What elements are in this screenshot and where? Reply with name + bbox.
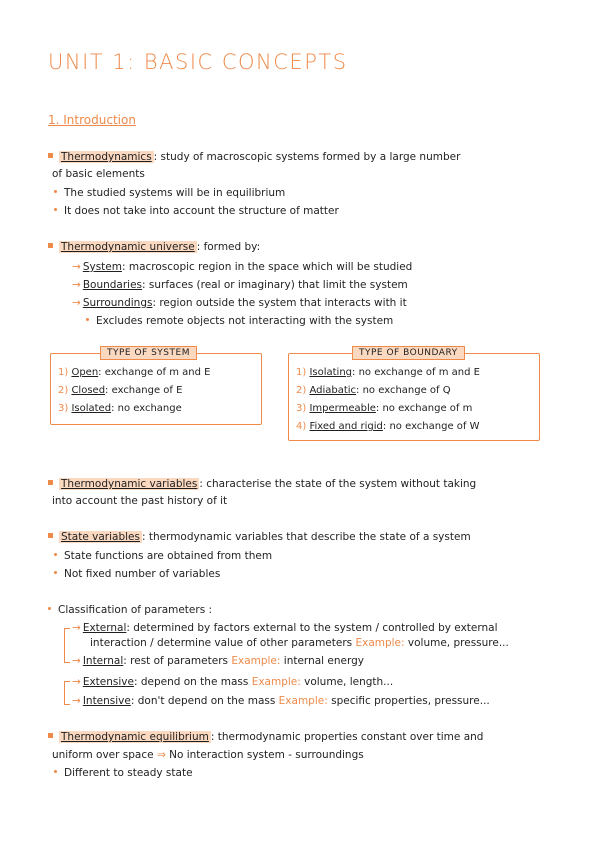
item-number: 2) xyxy=(296,385,307,396)
external-cont: interaction / determine value of other parameters xyxy=(90,637,353,649)
equilibrium-cont: uniform over space xyxy=(52,749,154,761)
variables-term: Thermodynamic variables xyxy=(61,478,198,490)
example-label: Example: xyxy=(231,655,281,667)
arrow-right-icon: → xyxy=(72,695,81,707)
thermodynamics-def: : study of macroscopic systems formed by a large number xyxy=(153,151,461,163)
surroundings-term: Surroundings xyxy=(82,297,153,309)
page-title: UNIT 1: BASIC CONCEPTS xyxy=(48,50,348,74)
arrow-right-icon: → xyxy=(72,297,81,309)
system-type-item xyxy=(58,364,210,382)
example-text: volume, pressure... xyxy=(407,637,509,649)
dot-icon xyxy=(54,553,57,556)
external-def: : determined by factors external to the system / controlled by external xyxy=(126,622,498,634)
external-line xyxy=(72,622,498,635)
classification-text: Classification of parameters : xyxy=(58,604,213,616)
list-item xyxy=(54,187,285,200)
equilibrium-def: : thermodynamic properties constant over time and xyxy=(210,731,484,743)
item-number: 3) xyxy=(58,403,69,414)
state-variables-term: State variables xyxy=(61,531,140,543)
list-item xyxy=(54,550,272,563)
classification-label xyxy=(48,604,212,617)
boundaries-def: : surfaces (real or imaginary) that limit the system xyxy=(142,279,408,291)
equilibrium-line xyxy=(48,731,483,744)
bullet-icon xyxy=(48,153,53,158)
list-item xyxy=(86,315,393,328)
list-item-text: Excludes remote objects not interacting with the system xyxy=(96,315,394,327)
item-def: : no exchange of W xyxy=(382,421,480,432)
surroundings-line xyxy=(72,297,407,310)
boundary-type-item xyxy=(296,364,480,382)
item-def: : exchange of m and E xyxy=(98,367,211,378)
item-def: : no exchange xyxy=(111,403,182,414)
variables-cont: into account the past history of it xyxy=(52,495,228,507)
external-cont-line xyxy=(90,637,509,650)
dot-icon xyxy=(54,208,57,211)
dot-icon xyxy=(86,318,89,321)
state-variables-line xyxy=(48,531,471,544)
extensive-line xyxy=(72,676,393,689)
system-def: : macroscopic region in the space which will be studied xyxy=(121,261,413,273)
equilibrium-cont2: No interaction system - surroundings xyxy=(169,749,364,761)
extensive-def: : depend on the mass xyxy=(133,676,249,688)
variables-def: : characterise the state of the system without taking xyxy=(199,478,477,490)
universe-def: : formed by: xyxy=(196,241,261,253)
intensive-def: : don't depend on the mass xyxy=(130,695,276,707)
bracket-icon xyxy=(64,681,70,705)
example-label: Example: xyxy=(251,676,301,688)
bullet-icon xyxy=(48,480,53,485)
external-term: External xyxy=(82,622,127,634)
boundary-type-item xyxy=(296,382,451,400)
boundary-type-item xyxy=(296,400,472,418)
variables-line xyxy=(48,478,476,491)
intensive-term: Intensive xyxy=(82,695,131,707)
item-def: : exchange of E xyxy=(105,385,183,396)
example-text: specific properties, pressure... xyxy=(331,695,490,707)
list-item-text: State functions are obtained from them xyxy=(64,550,273,562)
equilibrium-term: Thermodynamic equilibrium xyxy=(61,731,209,743)
item-number: 3) xyxy=(296,403,307,414)
bullet-icon xyxy=(48,533,53,538)
universe-term: Thermodynamic universe xyxy=(61,241,195,253)
item-def: : no exchange of m xyxy=(375,403,473,414)
arrow-right-icon: → xyxy=(72,655,81,667)
internal-term: Internal xyxy=(82,655,124,667)
item-number: 1) xyxy=(296,367,307,378)
arrow-right-icon: → xyxy=(72,261,81,273)
implies-arrow-icon: ⇒ xyxy=(156,749,166,761)
item-term: Isolating xyxy=(309,367,353,378)
type-of-boundary-title: TYPE OF BOUNDARY xyxy=(352,346,465,360)
intensive-line xyxy=(72,695,490,708)
thermodynamics-line xyxy=(48,151,460,164)
example-label: Example: xyxy=(355,637,405,649)
section-heading: 1. Introduction xyxy=(48,113,136,127)
example-label: Example: xyxy=(278,695,328,707)
item-term: Fixed and rigid xyxy=(309,421,383,432)
dot-icon xyxy=(54,190,57,193)
system-type-item xyxy=(58,400,182,418)
boundary-type-item xyxy=(296,418,480,436)
bullet-icon xyxy=(48,243,53,248)
surroundings-def: : region outside the system that interacts with it xyxy=(152,297,407,309)
list-item xyxy=(54,568,220,581)
arrow-right-icon: → xyxy=(72,279,81,291)
dot-icon xyxy=(54,770,57,773)
internal-line xyxy=(72,655,364,668)
system-type-item xyxy=(58,382,182,400)
item-term: Impermeable xyxy=(309,403,376,414)
arrow-right-icon: → xyxy=(72,622,81,634)
item-def: : no exchange of m and E xyxy=(352,367,480,378)
state-variables-def: : thermodynamic variables that describe the state of a system xyxy=(141,531,471,543)
bracket-icon xyxy=(64,628,70,663)
equilibrium-cont-line xyxy=(52,749,364,762)
extensive-term: Extensive xyxy=(82,676,134,688)
thermodynamics-cont: of basic elements xyxy=(52,168,145,180)
item-term: Adiabatic xyxy=(309,385,357,396)
system-line xyxy=(72,261,412,274)
item-term: Closed xyxy=(71,385,106,396)
list-item-text: Different to steady state xyxy=(64,767,193,779)
bullet-icon xyxy=(48,733,53,738)
item-def: : no exchange of Q xyxy=(356,385,451,396)
list-item-text: It does not take into account the structure of matter xyxy=(64,205,339,217)
item-number: 2) xyxy=(58,385,69,396)
thermodynamics-term: Thermodynamics xyxy=(61,151,152,163)
system-term: System xyxy=(82,261,122,273)
arrow-right-icon: → xyxy=(72,676,81,688)
example-text: volume, length... xyxy=(304,676,394,688)
dot-icon xyxy=(48,607,51,610)
type-of-system-title: TYPE OF SYSTEM xyxy=(100,346,197,360)
item-number: 4) xyxy=(296,421,307,432)
example-text: internal energy xyxy=(283,655,364,667)
item-term: Open xyxy=(71,367,99,378)
item-term: Isolated xyxy=(71,403,112,414)
list-item-text: The studied systems will be in equilibrium xyxy=(64,187,286,199)
boundaries-term: Boundaries xyxy=(82,279,143,291)
internal-def: : rest of parameters xyxy=(123,655,228,667)
universe-line xyxy=(48,241,260,254)
boundaries-line xyxy=(72,279,408,292)
dot-icon xyxy=(54,571,57,574)
list-item xyxy=(54,767,193,780)
list-item-text: Not fixed number of variables xyxy=(64,568,221,580)
list-item xyxy=(54,205,339,218)
item-number: 1) xyxy=(58,367,69,378)
